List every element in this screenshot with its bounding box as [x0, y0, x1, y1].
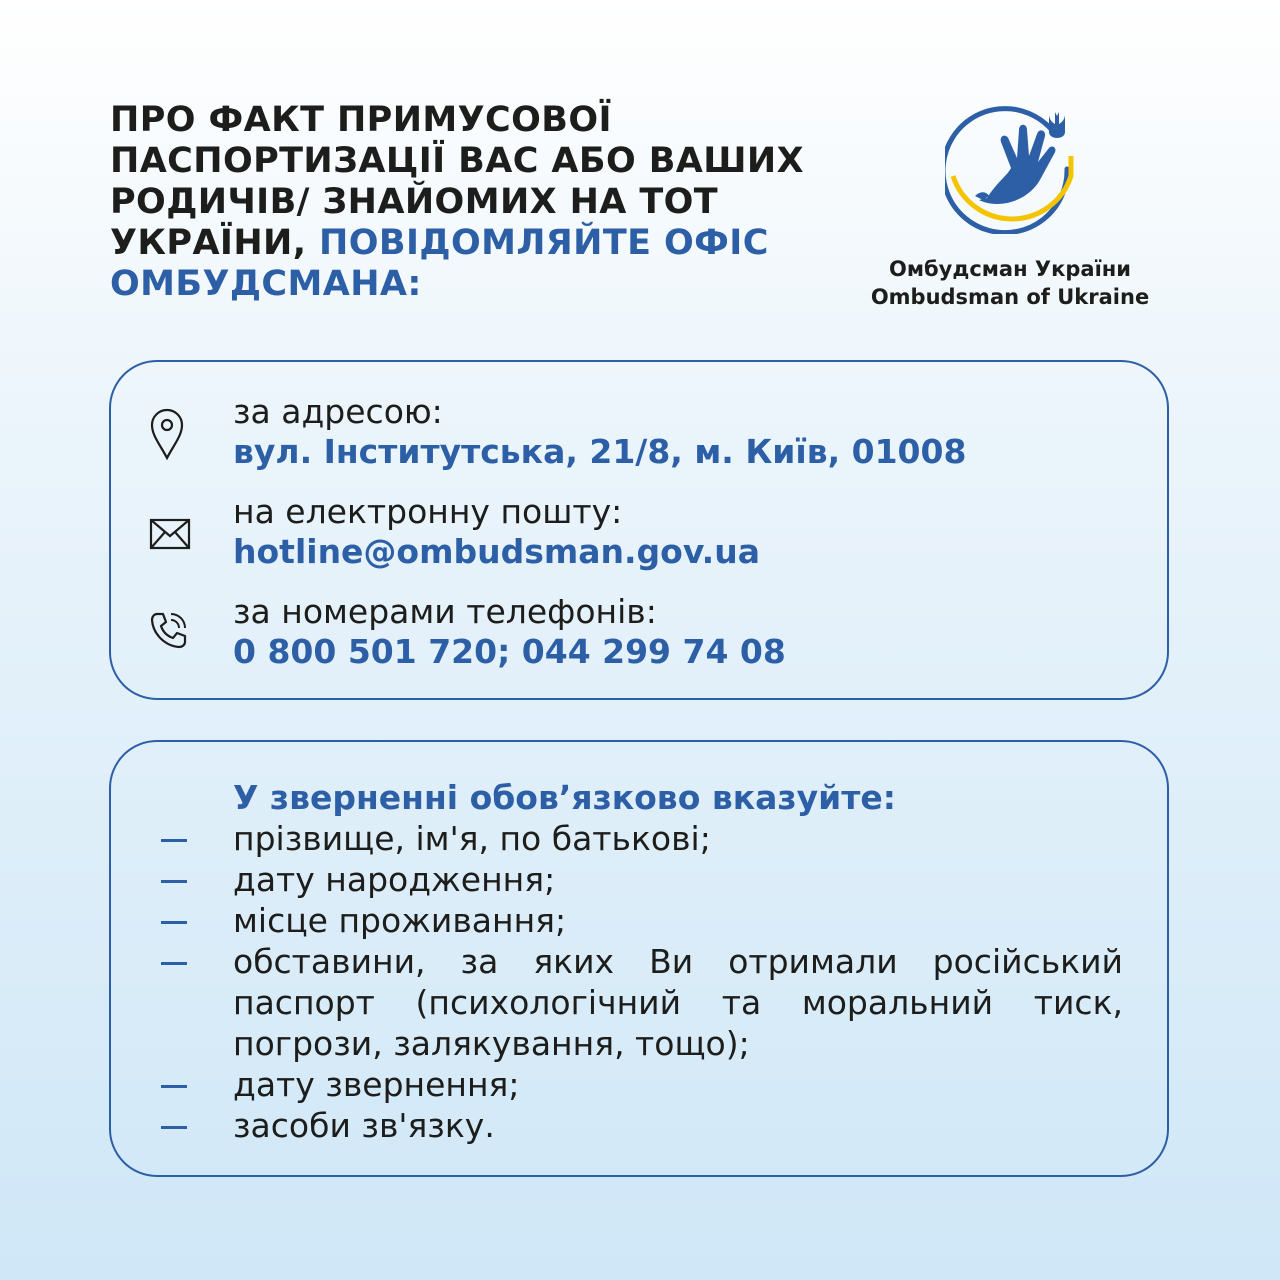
envelope-icon — [149, 518, 191, 550]
headline-text: ПРО ФАКТ ПРИМУСОВОЇ ПАСПОРТИЗАЦІЇ ВАС АБО ВАШИХ РОДИЧІВ/ ЗНАЙОМИХ НА ТОТ УКРАЇНИ, — [110, 100, 805, 263]
requirements-title: У зверненні обов’язково вказуйте: — [233, 778, 896, 817]
list-item — [111, 818, 1123, 859]
list-item — [111, 941, 1123, 1064]
list-item-text: місце проживання; — [233, 901, 567, 940]
dash-icon — [161, 1085, 187, 1088]
phone-value[interactable]: 0 800 501 720; 044 299 74 08 — [233, 632, 786, 671]
list-item-text: дату народження; — [233, 860, 556, 899]
headline-accent: ПОВІДОМЛЯЙТЕ ОФІС ОМБУДСМАНА: — [110, 223, 769, 304]
ombudsman-logo — [840, 100, 1180, 320]
address-label: за адресою: — [233, 392, 443, 431]
list-item-text: прізвище, ім'я, по батькові; — [233, 819, 711, 858]
dash-icon — [161, 1126, 187, 1129]
email-value[interactable]: hotline@ombudsman.gov.ua — [233, 532, 760, 571]
dash-icon — [161, 880, 187, 883]
list-item-text: засоби зв'язку. — [233, 1106, 495, 1145]
email-label: на електронну пошту: — [233, 492, 623, 531]
headline — [110, 100, 830, 305]
ombudsman-emblem-icon — [945, 100, 1079, 234]
contacts-card — [109, 360, 1169, 700]
requirements-list — [111, 818, 1167, 1146]
list-item — [111, 900, 1123, 941]
dash-icon — [161, 839, 187, 842]
logo-title — [840, 255, 1180, 311]
list-item — [111, 1064, 1123, 1105]
logo-name-ua: Омбудсман України — [888, 257, 1131, 281]
dash-icon — [161, 962, 187, 965]
list-item-text: обставини, за яких Ви отримали російський паспорт (психологічний та моральний тиск, погрози, залякування, тощо); — [233, 942, 1123, 1063]
dash-icon — [161, 921, 187, 924]
phone-label: за номерами телефонів: — [233, 592, 657, 631]
requirements-card — [109, 740, 1169, 1177]
logo-name-en: Ombudsman of Ukraine — [870, 285, 1150, 309]
list-item — [111, 859, 1123, 900]
phone-icon — [149, 610, 189, 650]
list-item-text: дату звернення; — [233, 1065, 520, 1104]
location-pin-icon — [149, 408, 185, 460]
list-item — [111, 1105, 1123, 1146]
address-value: вул. Інститутська, 21/8, м. Київ, 01008 — [233, 432, 967, 471]
